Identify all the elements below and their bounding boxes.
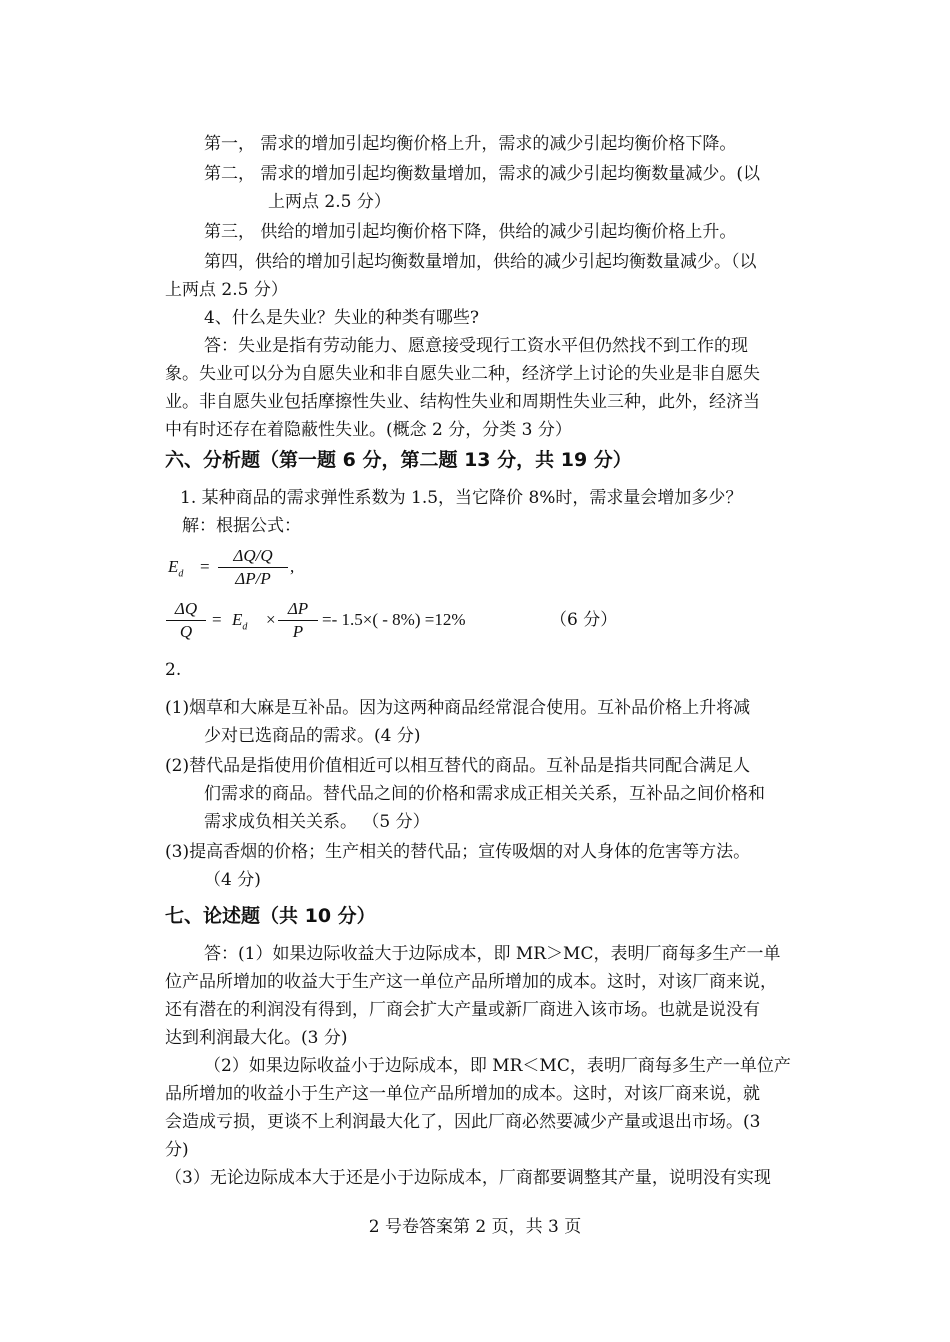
answer-2-part-2-cont-1: 们需求的商品。替代品之间的价格和需求成正相关关系，互补品之间价格和 <box>204 784 765 804</box>
answer-4-line-3: 业。非自愿失业包括摩擦性失业、结构性失业和周期性失业三种，此外，经济当 <box>165 392 760 412</box>
answer-point-4: 第四，供给的增加引起均衡数量增加，供给的减少引起均衡数量减少。（以 <box>204 252 757 272</box>
answer-point-4-cont: 上两点 2.5 分） <box>165 280 288 300</box>
question-4: 4、什么是失业？失业的种类有哪些? <box>204 308 479 328</box>
formula2-denominator-q: Q <box>179 622 193 641</box>
formula-denominator: ΔP/P <box>235 569 271 588</box>
answer-2-part-2-cont-2: 需求成负相关关系。 （5 分） <box>204 812 430 832</box>
section-6-heading: 六、分析题（第一题 6 分，第二题 13 分，共 19 分） <box>165 449 632 471</box>
formula-numerator: ΔQ/Q <box>218 545 288 568</box>
essay-line-6: 品所增加的收益小于生产这一单位产品所增加的成本。这时，对该厂商来说，就 <box>165 1084 760 1104</box>
answer-point-2-cont: 上两点 2.5 分） <box>268 192 391 212</box>
formula-eq: = <box>200 557 210 576</box>
answer-point-1: 第一， 需求的增加引起均衡价格上升，需求的减少引起均衡价格下降。 <box>204 134 737 154</box>
essay-line-1: 答：(1）如果边际收益大于边际成本，即 MR＞MC，表明厂商每多生产一单 <box>204 944 781 964</box>
formula2-times: × <box>266 610 276 629</box>
formula-comma: , <box>290 557 295 576</box>
formula2-e-sub: d <box>242 621 248 633</box>
answer-2-part-3-cont: （4 分) <box>204 870 261 890</box>
essay-line-7: 会造成亏损，更谈不上利润最大化了，因此厂商必然要减少产量或退出市场。(3 <box>165 1112 761 1132</box>
essay-line-9: （3）无论边际成本大于还是小于边际成本，厂商都要调整其产量，说明没有实现 <box>165 1168 771 1188</box>
essay-line-2: 位产品所增加的收益大于生产这一单位产品所增加的成本。这时，对该厂商来说， <box>165 972 777 992</box>
answer-4-line-2: 象。失业可以分为自愿失业和非自愿失业二种，经济学上讨论的失业是非自愿失 <box>165 364 760 384</box>
formula-e: E <box>168 557 179 576</box>
answer-2-part-1-cont: 少对已选商品的需求。(4 分) <box>204 726 421 746</box>
formula2-denominator-p: P <box>292 622 304 641</box>
formula-e-sub: d <box>178 568 184 580</box>
formula2-score: （6 分） <box>550 610 618 630</box>
formula2-fraction-q <box>166 598 206 643</box>
formula2-result: =- 1.5×( - 8%) =12% <box>322 610 466 629</box>
formula2-e: E <box>232 610 243 629</box>
formula2-numerator-q: ΔQ <box>166 598 206 621</box>
analysis-question-2: 2. <box>165 660 182 680</box>
page-footer: 2 号卷答案第 2 页，共 3 页 <box>368 1217 582 1237</box>
answer-4-line-4: 中有时还存在着隐蔽性失业。(概念 2 分，分类 3 分） <box>165 420 572 440</box>
formula2-numerator-p: ΔP <box>278 598 318 621</box>
answer-point-3: 第三， 供给的增加引起均衡价格下降，供给的减少引起均衡价格上升。 <box>204 222 737 242</box>
answer-point-2: 第二， 需求的增加引起均衡数量增加，需求的减少引起均衡数量减少。(以 <box>204 164 761 184</box>
answer-2-part-1: (1)烟草和大麻是互补品。因为这两种商品经常混合使用。互补品价格上升将减 <box>165 698 751 718</box>
section-7-heading: 七、论述题（共 10 分） <box>165 905 376 927</box>
essay-line-3: 还有潜在的利润没有得到，厂商会扩大产量或新厂商进入该市场。也就是说没有 <box>165 1000 760 1020</box>
essay-line-4: 达到利润最大化。(3 分) <box>165 1028 348 1048</box>
answer-2-part-3: (3)提高香烟的价格；生产相关的替代品；宣传吸烟的对人身体的危害等方法。 <box>165 842 751 862</box>
essay-line-5: （2）如果边际收益小于边际成本，即 MR＜MC，表明厂商每多生产一单位产 <box>204 1056 791 1076</box>
answer-4-line-1: 答：失业是指有劳动能力、愿意接受现行工资水平但仍然找不到工作的现 <box>204 336 748 356</box>
formula-fraction <box>218 545 288 590</box>
essay-line-8: 分) <box>165 1140 189 1160</box>
solution-intro: 解：根据公式： <box>182 516 301 536</box>
answer-2-part-2: (2)替代品是指使用价值相近可以相互替代的商品。互补品是指共同配合满足人 <box>165 756 751 776</box>
analysis-question-1: 1. 某种商品的需求弹性系数为 1.5，当它降价 8%时，需求量会增加多少？ <box>180 488 743 508</box>
formula2-eq: = <box>212 610 222 629</box>
formula2-fraction-p <box>278 598 318 643</box>
